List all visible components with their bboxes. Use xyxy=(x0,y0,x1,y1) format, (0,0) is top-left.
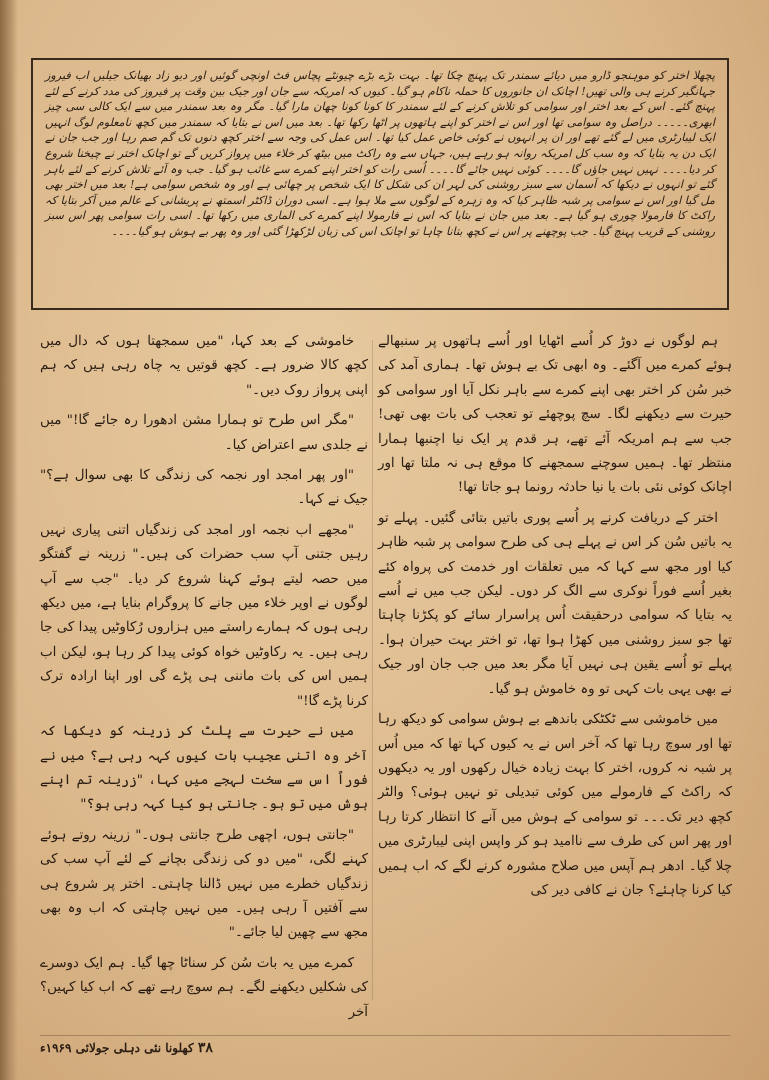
page-footer xyxy=(40,1040,240,1060)
previous-episode-summary-box xyxy=(31,58,729,310)
issue-line: کھلونا نئی دہلی جولائی ۱۹۶۹ء xyxy=(40,1041,194,1055)
summary-text: پچھلا اختر کو موہنجو ڈارو میں دیائے سمندر تک پہنچ چکا تھا۔ بہت بڑے بڑے چیونٹے پچاس فٹ اونچی گوئیں اور دیو زاد بھیانک جیلیں اب فیروز جہانگیر کرنے ہی والی تھیں! اچانک ان جانوروں کا حملہ ناکام ہو گیا۔ کیوں کہ امریکہ سے جان اور جیک بین وقت پر فیروز کی مدد کرنے کے لئے پہنچ گئے۔ اس کے بعد اختر اور سوامی کو تلاش کرنے کے لئے سمندر کا کونا کونا چھان مارا گیا۔ مگر وہ بعد سمندر میں سے ایک کالی سی چیز ابھری۔۔۔۔۔ دراصل وہ سوامی تھا اور اس نے اختر کو اپنے ہاتھوں پر اٹھا رکھا تھا۔ بعد میں اس نے بتایا کہ سمندر میں کچھ نامعلوم لوگ انہیں ایک لیبارٹری میں لے گئے تھے اور ان پر انہوں نے کوئی خاص عمل کیا تھا۔ اس عمل کی وجہ سے اختر کچھ دنوں تک گم صم رہا اور جب جان نے ایک دن یہ بتایا کہ وہ سب کل امریکہ روانہ ہو رہے ہیں، جہاں سے وہ راکٹ میں بیٹھ کر خلاء میں پرواز کریں گے تو اچانک اختر نے چیخنا شروع کر دیا۔۔۔۔ نہیں نہیں جاؤں گا۔۔۔۔ کوئی نہیں جائے گا۔۔۔۔ اُسی رات کو اختر اپنے کمرے سے غائب ہو گیا۔ جب وہ آئے تلاش کرنے کے لئے باہر گئے تو انہوں نے دیکھا کہ آسمان سے سبز روشنی کی لہر ان کی شکل کا ایک شخص پر چھائی ہے اور وہ شخص سوامی ہے! بعد میں اختر بھی مل گیا اور اس نے سوامی پر شبہ ظاہر کیا کہ وہ زہرہ کے لوگوں سے ملا ہوا ہے۔ اسی دوران ڈاکٹر اسمتھ نے پریشانی کے عالم میں آکر بتایا کہ راکٹ کا فارمولا چوری ہو گیا ہے۔ بعد میں جان نے بتایا کہ اس نے فارمولا اپنے کمرے کی الماری میں رکھا تھا۔ اسی رات سوامی پھر اس سبز روشنی کے قریب پہنچ گیا۔ جب پوچھنے پر اس نے کچھ بتانا چاہا تو اچانک اس کی زبان لڑکھڑا گئی اور وہ پھر بے ہوش ہو گیا۔۔۔۔ xyxy=(45,69,715,238)
paragraph: "جانتی ہوں، اچھی طرح جانتی ہوں۔" زرینہ روتے ہوئے کہنے لگی، "میں دو کی زندگی بچانے کے لئے آپ سب کی زندگیاں خطرے میں نہیں ڈالنا چاہتی۔ اختر پر شروع ہی سے آفتیں آ رہی ہیں۔ میں نہیں چاہتی کہ اب وہ بھی مجھ سے چھین لیا جائے۔" xyxy=(40,827,368,941)
paragraph: "مجھے اب نجمہ اور امجد کی زندگیاں اتنی پیاری نہیں رہیں جتنی آپ سب حضرات کی ہیں۔" زرینہ نے گفتگو میں حصہ لیتے ہوئے کہنا شروع کر دیا۔ "جب سے آپ لوگوں نے اوپر خلاء میں جانے کا پروگرام بنایا ہے، میں دیکھ رہی ہوں کہ ہمارے راستے میں ہزاروں رُکاوٹیں پیدا کی جا رہی ہیں۔ یہ رکاوٹیں خواہ کوئی پیدا کر رہا ہو، لیکن اب ہمیں اس کی بات ماننی ہی پڑے گی اور اپنا ارادہ ترک کرنا پڑے گا!" xyxy=(40,522,368,709)
paragraph: اختر کے دریافت کرنے پر اُسے پوری باتیں بتائی گئیں۔ پہلے تو یہ باتیں سُن کر اس نے پہلے ہی کی طرح سوامی پر شبہ ظاہر کیا اور مجھ سے کہا کہ میں تعلقات اور خدمت کی پرواہ کئے بغیر اُسے فوراً نوکری سے الگ کر دوں۔ لیکن جب میں نے اُسے یہ بتایا کہ سوامی درحقیقت اُس پراسرار سائے کو پکڑنا چاہتا تھا جو سبز روشنی میں کھڑا ہوا تھا، تو اختر بہت حیران ہوا۔ پہلے تو اُسے یقین ہی نہیں آیا مگر بعد میں جب جان اور جیک نے بھی یہی بات کہی تو وہ خاموش ہو گیا۔ xyxy=(378,510,732,697)
left-text-column xyxy=(40,330,368,1030)
paragraph: میں نے حیرت سے پلٹ کر زرینہ کو دیکھا کہ آخر وہ اتنی عجیب بات کیوں کہہ رہی ہے؟ میں نے فوراً اس سے سخت لہجے میں کہا، "زرینہ تم اپنے ہوش میں تو ہو۔ جانتی ہو کیا کہہ رہی ہو؟" xyxy=(40,724,368,813)
paragraph: "مگر اس طرح تو ہمارا مشن ادھورا رہ جائے گا!" میں نے جلدی سے اعتراض کیا۔ xyxy=(40,413,368,453)
paragraph: خاموشی کے بعد کہا، "میں سمجھتا ہوں کہ دال میں کچھ کالا ضرور ہے۔ کچھ قوتیں یہ چاہ رہی ہیں کہ ہم اپنی پرواز روک دیں۔" xyxy=(40,334,368,398)
paragraph: ہم لوگوں نے دوڑ کر اُسے اٹھایا اور اُسے ہاتھوں پر سنبھالے ہوئے کمرے میں آگئے۔ وہ ابھی تک بے ہوش تھا۔ ہماری آمد کی خبر سُن کر اختر بھی اپنے کمرے سے باہر نکل آیا اور سوامی کو حیرت سے دیکھنے لگا۔ سچ پوچھئے تو تعجب کی بات بھی تھی! جب سے ہم امریکہ آئے تھے، ہر قدم پر ایک نیا اچنبھا ہمارا منتظر تھا۔ ہمیں سوچنے سمجھنے کا موقع ہی نہ ملتا تھا اور اچانک کوئی نئی بات یا نیا حادثہ رونما ہو جاتا تھا! xyxy=(378,334,732,496)
paragraph: کمرے میں یہ بات سُن کر سناٹا چھا گیا۔ ہم ایک دوسرے کی شکلیں دیکھنے لگے۔ ہم سوچ رہے تھے کہ اب کیا کہیں؟ آخر xyxy=(40,955,368,1020)
binding-edge xyxy=(0,0,18,1080)
footer-rule xyxy=(40,1035,730,1036)
right-text-column xyxy=(378,330,732,1030)
column-divider xyxy=(372,340,373,1000)
page-number: ۳۸ xyxy=(197,1040,213,1056)
paragraph: "اور پھر امجد اور نجمہ کی زندگی کا بھی سوال ہے؟" جیک نے کہا۔ xyxy=(40,468,368,508)
paragraph: میں خاموشی سے ٹکٹکی باندھے بے ہوش سوامی کو دیکھ رہا تھا اور سوچ رہا تھا کہ آخر اس نے یہ کیوں کہا تھا کہ میں اُس پر شبہ نہ کروں، اختر کا بہت زیادہ خیال رکھوں اور یہ دیکھوں کہ راکٹ کے فارمولے میں کوئی تبدیلی تو نہیں ہوئی؟ والٹر کچھ دیر تک۔۔۔ تو سوامی کے ہوش میں آنے کا انتظار کرتا رہا اور پھر اس کی طرف سے ناامید ہو کر واپس اپنی لیبارٹری میں چلا گیا۔ ادھر ہم آپس میں صلاح مشورہ کرنے لگے کہ اب ہمیں کیا کرنا چاہئے؟ جان نے کافی دیر کی xyxy=(378,712,732,898)
